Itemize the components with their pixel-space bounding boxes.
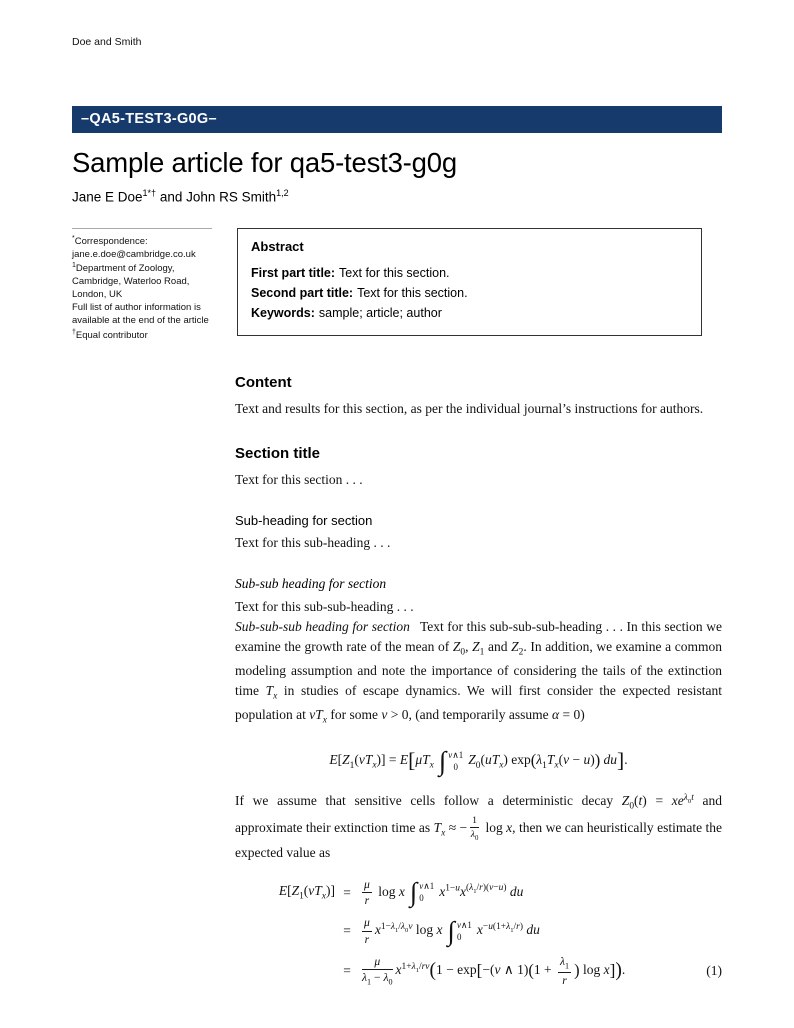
equals-sign: = (343, 923, 351, 939)
paragraph-section: Text for this section . . . (235, 472, 363, 488)
meta-row (72, 228, 722, 342)
paragraph-sub-section: Text for this sub-heading . . . (235, 535, 391, 551)
abstract-box (237, 228, 702, 337)
equation-rhs: $\frac{\mu}{r}$ log x ∫ v∧1 0 $x^{1-u}x^{(\lambda_1/r)(v-u)}$ du (364, 877, 524, 908)
running-head: Doe and Smith (72, 36, 142, 48)
authors-line: Jane E Doe$^{1*\dagger}$ and John RS Smith$^{1,2}$ (72, 188, 289, 205)
abstract-item-text: sample; article; author (318, 306, 442, 320)
author-info-note: available at the end of the article (72, 315, 209, 327)
affiliation-line: London, UK (72, 289, 123, 301)
abstract-item (251, 263, 688, 283)
equation-rhs: $\frac{\mu}{\lambda_1 - \lambda_0}$ $x^{1+\lambda_1/rv}(1 - \exp[-(v$ ∧ 1)(1 + $\frac{\lambda_1}{r}$ ) log x]). (362, 955, 626, 987)
abstract-item-label: Keywords: (251, 306, 315, 320)
abstract-item-text: Text for this section. (357, 285, 468, 300)
affiliation-line: $^1$Department of Zoology, (72, 261, 175, 275)
abstract-item-label: Second part title: (251, 285, 354, 300)
equation-lhs: $E[Z_1(vT_x)]$ (278, 882, 335, 902)
article-title: Sample article for qa5-test3-g0g (72, 147, 457, 178)
paragraph-subsubsub-text: Text for this sub-sub-sub-heading . . . In this section we examine the growth rate of the mean of $Z_0$, $Z_1$ and $Z_2$. In addition, we examine a common modeling assumption and note the importance of considering the tails of the extinction time $T_x$ in studies of escape dynamics. We will first consider the expected resistant population at $vT_x$ for some v > 0, (and temporarily assume α = 0) (235, 619, 722, 726)
heading-subsubsub-runin: Sub-sub-sub heading for section (235, 619, 410, 635)
abstract-item-label: First part title: (251, 265, 336, 280)
paragraph-subsubsub-section (235, 617, 722, 728)
display-equation: $E[Z_1(vT_x)] = E[\mu T_x$ ∫ v∧1 0 $Z_0(uT_x) \exp(\lambda_1T_x(v - u))$ du]. (329, 746, 628, 777)
equals-sign: = (343, 963, 351, 979)
equals-sign: = (343, 884, 351, 900)
paragraph-decay: If we assume that sensitive cells follow a deterministic decay $Z_0(t) = xe^{\lambda_0t}$ and approximate their extinction time as $T_x$ ≈ − $\frac{1}{\lambda_0}$ log x, then we can heuristically estimate the expected value as (235, 792, 722, 860)
affiliation-line: Cambridge, Waterloo Road, (72, 276, 190, 288)
equal-contributor-note: †Equal contributor (72, 328, 148, 341)
abstract-item-text: Text for this section. (339, 265, 450, 280)
abstract-item (251, 303, 688, 323)
correspondence-label: *Correspondence: (72, 234, 148, 247)
aligned-equation-block (235, 878, 722, 987)
heading-sub-section: Sub-heading for section (235, 513, 373, 529)
abstract-item (251, 283, 688, 303)
paragraph-content: Text and results for this section, as per the individual journal’s instructions for authors. (235, 401, 704, 417)
article-body (235, 372, 722, 987)
paragraph-subsub-section: Text for this sub-sub-heading . . . (235, 599, 414, 615)
abstract-title: Abstract (251, 238, 304, 254)
heading-section-title: Section title (235, 445, 321, 462)
equation-rhs: $\frac{\mu}{r}$ $x^{1-\lambda_1/\lambda_0v}$ log x ∫ v∧1 0 $x^{-u(1+\lambda_1/r)}$ du (364, 916, 540, 947)
correspondence-note (72, 228, 212, 342)
correspondence-email: jane.e.doe@cambridge.co.uk (72, 248, 196, 260)
heading-content: Content (235, 373, 292, 391)
journal-banner: –QA5-TEST3-G0G– (72, 106, 722, 133)
heading-subsub-section: Sub-sub heading for section (235, 576, 387, 592)
author-info-note: Full list of author information is (72, 302, 201, 314)
equation-number: (1) (706, 963, 722, 979)
